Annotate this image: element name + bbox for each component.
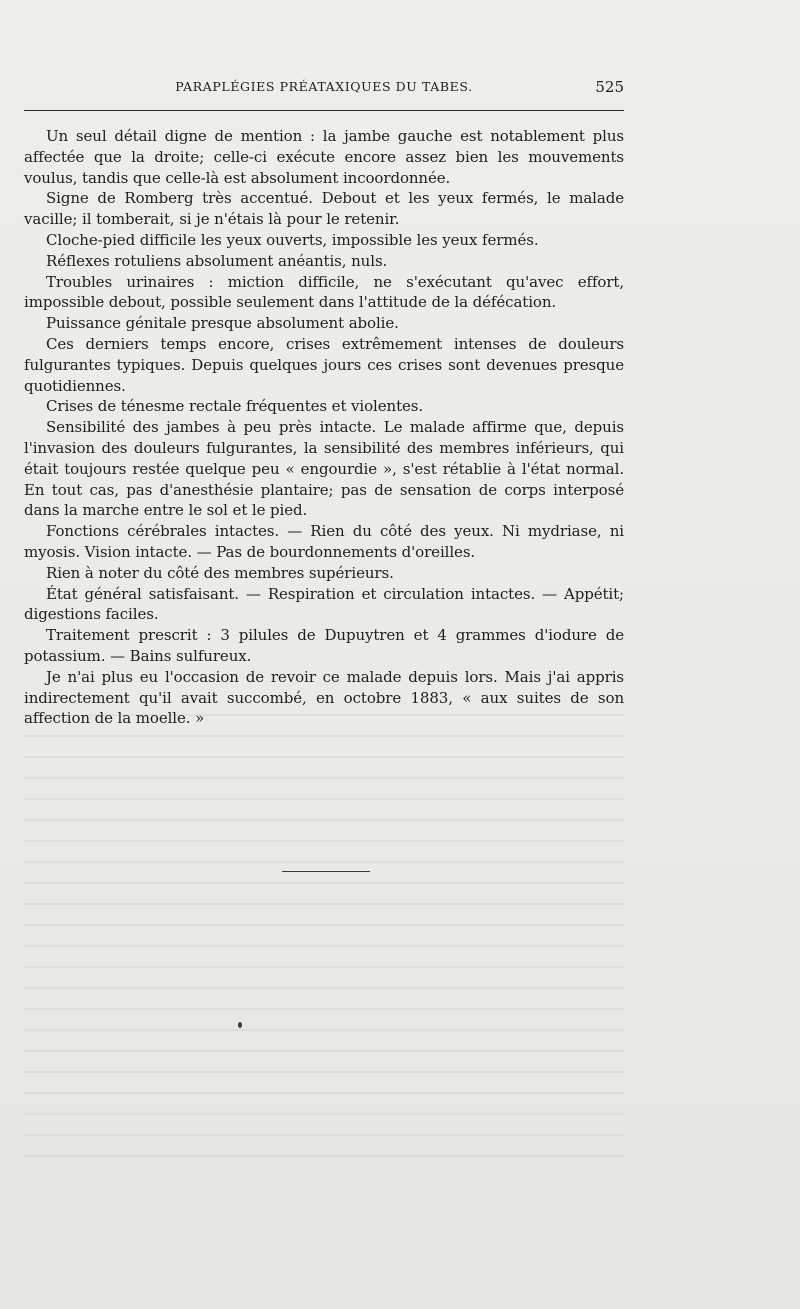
body-text bbox=[24, 126, 624, 729]
page-number: 525 bbox=[595, 78, 624, 96]
paragraph: Signe de Romberg très accentué. Debout et les yeux fermés, le malade vacille; il tomberait, si je n'étais là pour le retenir. bbox=[24, 189, 624, 229]
paragraph: Fonctions cérébrales intactes. — Rien du côté des yeux. Ni mydriase, ni myosis. Vision intacte. — Pas de bourdonnements d'oreilles. bbox=[24, 522, 624, 561]
show-through-text bbox=[24, 700, 624, 1160]
ink-spot bbox=[238, 1022, 242, 1028]
paragraph: État général satisfaisant. — Respiration et circulation intactes. — Appétit; digestions faciles. bbox=[24, 584, 624, 624]
paragraph: Puissance génitale presque absolument abolie. bbox=[46, 314, 399, 333]
paragraph: Cloche-pied difficile les yeux ouverts, impossible les yeux fermés. bbox=[46, 230, 539, 249]
paragraph: Ces derniers temps encore, crises extrêmement intenses de douleurs fulgurantes typiques. Depuis quelques jours ces crises sont devenues presque quotidiennes. bbox=[24, 334, 624, 395]
paragraph: Traitement prescrit : 3 pilules de Dupuytren et 4 grammes d'iodure de potassium. — Bains sulfureux. bbox=[24, 626, 624, 665]
section-end-rule bbox=[282, 871, 370, 872]
running-title: PARAPLÉGIES PRÉATAXIQUES DU TABES. bbox=[175, 79, 473, 94]
paragraph: Un seul détail digne de mention : la jambe gauche est notablement plus affectée que la droite; celle-ci exécute encore assez bien les mouvements voulus, tandis que celle-là est absolument incoordonnée. bbox=[24, 127, 624, 187]
paragraph: Rien à noter du côté des membres supérieurs. bbox=[46, 563, 394, 582]
paragraph: Crises de ténesme rectale fréquentes et violentes. bbox=[46, 397, 424, 416]
page-header bbox=[24, 74, 624, 100]
header-rule bbox=[24, 110, 624, 111]
paragraph: Sensibilité des jambes à peu près intacte. Le malade affirme que, depuis l'invasion des douleurs fulgurantes, la sensibilité des membres inférieurs, qui était toujours restée quelque peu « engourdie », s'est rétablie à l'état normal. En tout cas, pas d'anesthésie plantaire; pas de sensation de corps interposé dans la marche entre le sol et le pied. bbox=[24, 418, 624, 520]
paragraph: Je n'ai plus eu l'occasion de revoir ce malade depuis lors. Mais j'ai appris indirectement qu'il avait succombé, en octobre 1883, « aux suites de son affection de la moelle. » bbox=[24, 667, 624, 728]
paragraph: Troubles urinaires : miction difficile, ne s'exécutant qu'avec effort, impossible debout, possible seulement dans l'attitude de la défécation. bbox=[24, 272, 624, 312]
paragraph: Réflexes rotuliens absolument anéantis, nuls. bbox=[46, 251, 388, 270]
